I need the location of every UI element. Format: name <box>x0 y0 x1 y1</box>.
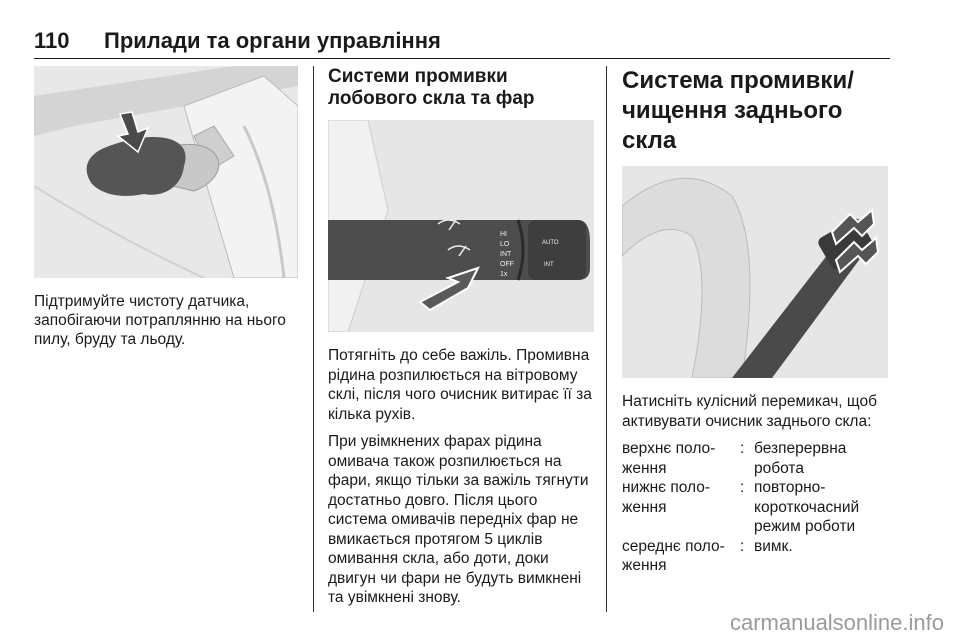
rocker-positions-table <box>622 439 888 576</box>
stalk-label-hi: HI <box>500 231 507 238</box>
column-3 <box>622 66 888 576</box>
sensor-illustration <box>34 66 298 278</box>
washer-paragraph-2: При увімкнених фарах рідина омивача також розпилюється на фари, якщо тільки за важіль тягнути достатньо довго. Після цього система омивачів передніх фар не вмикається протягом 5 циклів омивання скла, або доти, доки двигун чи фари не будуть вимкнені та увімкнені знову. <box>328 433 589 606</box>
sensor-drawing <box>34 66 298 278</box>
rear-washer-intro: Натисніть кулісний перемикач, щоб активувати очисник заднього скла: <box>622 393 877 430</box>
washer-stalk-illustration <box>328 120 594 332</box>
position-value: повторно- короткочасний режим роботи <box>754 479 860 535</box>
column-2 <box>328 66 594 616</box>
sensor-caption: Підтримуйте чистоту датчика, запобігаючи потраплянню на нього пилу, бруду та льоду. <box>34 293 286 348</box>
position-colon: : <box>740 479 745 496</box>
washer-stalk-drawing <box>328 120 594 332</box>
stalk-label-auto: AUTO <box>542 240 559 246</box>
column-1 <box>34 66 298 349</box>
stalk-label-lo: LO <box>500 241 510 248</box>
position-colon: : <box>740 537 745 555</box>
table-row <box>622 537 888 576</box>
position-value: безперервна робота <box>754 440 847 477</box>
position-label: верхнє поло- ження <box>622 440 716 477</box>
position-colon: : <box>740 440 745 457</box>
stalk-label-rear-int: INT <box>544 262 554 268</box>
position-label: нижнє поло- ження <box>622 479 711 516</box>
stalk-label-1x: 1x <box>500 271 508 278</box>
column-divider-2 <box>606 66 607 612</box>
page-header <box>34 26 890 59</box>
column-divider-1 <box>313 66 314 612</box>
washer-text <box>328 346 594 608</box>
watermark: carmanualsonline.info <box>729 610 944 635</box>
stalk-label-off: OFF <box>500 261 514 268</box>
page-title: Прилади та органи управління <box>104 28 441 53</box>
rear-wiper-drawing <box>622 166 888 378</box>
position-label: середнє поло- ження <box>622 537 725 574</box>
table-row <box>622 478 888 537</box>
page-number: 110 <box>34 28 70 53</box>
washer-paragraph-1: Потягніть до себе важіль. Промивна рідина розпилюється на вітровому склі, після чого очисник витирає її за кілька рухів. <box>328 347 592 423</box>
rear-wiper-illustration <box>622 166 888 378</box>
section-title-windscreen-washer: Системи промивки лобового скла та фар <box>328 66 535 109</box>
stalk-label-int: INT <box>500 251 512 258</box>
table-row <box>622 439 888 478</box>
position-value: вимк. <box>754 537 793 555</box>
section-title-rear-washer: Система промивки/ чищення заднього скла <box>622 67 854 154</box>
